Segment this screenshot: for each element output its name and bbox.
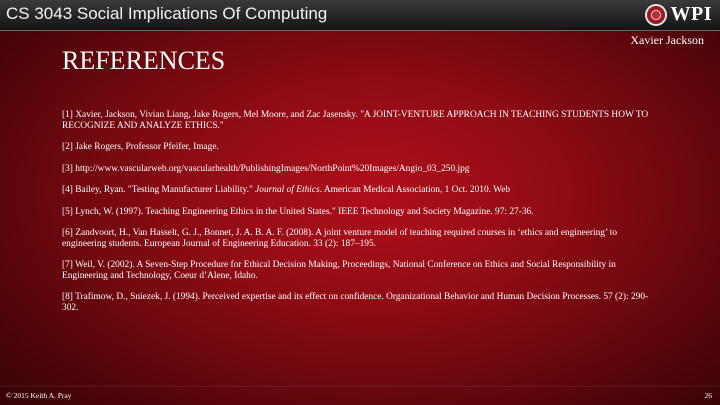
reference-item: [1] Xavier, Jackson, Vivian Liang, Jake Rogers, Mel Moore, and Zac Jasensky. "A JOINT-VENTURE APPROACH IN TEACHING STUDENTS HOW TO RECOGNIZE AND ANALYZE ETHICS." (62, 110, 649, 131)
reference-item (62, 185, 662, 196)
page-number: 26 (704, 391, 712, 400)
copyright: © 2015 Keith A. Pray (6, 391, 72, 400)
reference-item: [5] Lynch, W. (1997). Teaching Engineering Ethics in the United States." IEEE Technology and Society Magazine. 97: 27-36. (62, 206, 534, 217)
reference-text: [4] Bailey, Ryan. "Testing Manufacturer Liability." (62, 185, 256, 195)
journal-title: Journal of Ethics (255, 185, 320, 195)
reference-item: [7] Weil, V. (2002). A Seven-Step Procedure for Ethical Decision Making, Proceedings, National Conference on Ethics and Social Responsibility in Engineering and Technology, Coeur d’Alene, Idaho. (62, 260, 616, 281)
wpi-logo (645, 1, 713, 28)
wpi-seal-icon (645, 4, 667, 26)
header-bar (0, 0, 720, 31)
reference-item: [6] Zandvoort, H., Van Hasselt, G. J., Bonnet, J. A. B. A. F. (2008). A joint venture model of teaching required courses in ‘ethics and engineering’ to engineering students. European Journal of Engineering Education. 33 (2): 187–195. (62, 228, 618, 249)
reference-item: [8] Trafimow, D., Sniezek, J. (1994). Perceived expertise and its effect on confidence. Organizational Behavior and Human Decision Processes. 57 (2): 290-302. (62, 292, 649, 313)
reference-text: . American Medical Association, 1 Oct. 2010. Web (319, 185, 511, 195)
course-title: CS 3043 Social Implications Of Computing (6, 4, 328, 23)
reference-item: [3] http://www.vascularweb.org/vascularhealth/PublishingImages/NorthPoint%20Images/Angio_03_250.jpg (62, 163, 470, 174)
references-list (62, 110, 662, 324)
reference-item: [2] Jake Rogers, Professor Pfeifer, Image. (62, 142, 219, 152)
author-name: Xavier Jackson (630, 33, 704, 47)
logo-text: WPI (670, 3, 712, 25)
footer-divider (0, 386, 720, 387)
slide-title: REFERENCES (62, 46, 226, 75)
